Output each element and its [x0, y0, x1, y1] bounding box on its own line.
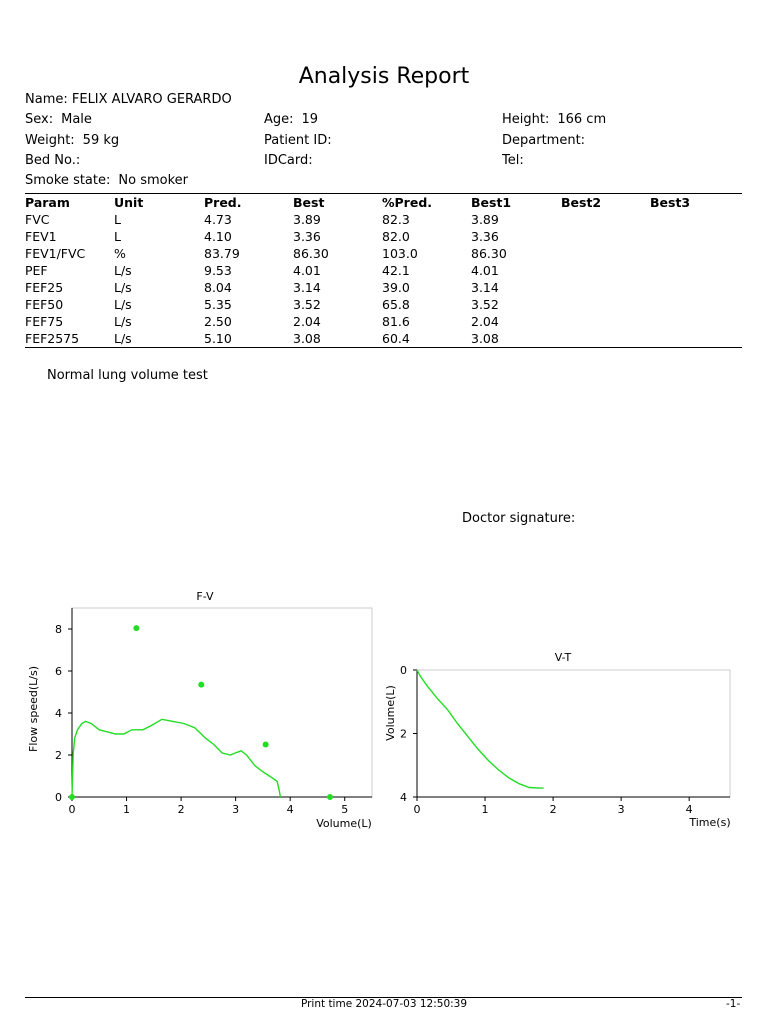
- table-row: [25, 262, 739, 279]
- bed-label: Bed No.:: [25, 153, 81, 168]
- table-cell: [561, 313, 650, 330]
- table-row: [25, 228, 739, 245]
- page-number: -1-: [726, 998, 741, 1010]
- patient-sex: [25, 112, 92, 127]
- fv-chart-title: F-V: [196, 590, 214, 603]
- vt-x-axis-label: Time(s): [689, 816, 731, 829]
- col-header: Pred.: [204, 195, 242, 210]
- table-cell: 86.30: [471, 246, 507, 261]
- table-row: [25, 330, 739, 347]
- table-cell: 81.6: [382, 314, 410, 329]
- col-header: Unit: [114, 195, 144, 210]
- table-row: [25, 245, 739, 262]
- table-cell: FVC: [25, 212, 50, 227]
- y-tick-label: 0: [400, 664, 407, 677]
- vt-plot-area: [400, 664, 730, 816]
- bed-no: [25, 153, 80, 168]
- x-tick-label: 2: [177, 803, 185, 816]
- table-cell: 39.0: [382, 280, 410, 295]
- height-value: 166 cm: [557, 112, 607, 127]
- vt-y-axis-label: Volume(L): [384, 685, 397, 741]
- table-cell: [650, 313, 739, 330]
- table-cell: 86.30: [293, 246, 329, 261]
- y-tick-label: 4: [400, 791, 407, 804]
- table-cell: 83.79: [204, 246, 240, 261]
- y-tick-label: 2: [400, 727, 407, 741]
- table-cell: L/s: [114, 280, 132, 295]
- x-tick-label: 0: [413, 803, 421, 816]
- col-header: Best3: [650, 195, 691, 210]
- age-label: Age:: [264, 112, 294, 127]
- parameters-table: [25, 194, 739, 347]
- sex-value: Male: [61, 112, 92, 127]
- patient-name: [25, 92, 232, 107]
- table-cell: 42.1: [382, 263, 410, 278]
- table-cell: [561, 211, 650, 228]
- table-cell: [561, 262, 650, 279]
- sex-label: Sex:: [25, 112, 54, 127]
- col-header: Param: [25, 195, 70, 210]
- name-value: FELIX ALVARO GERARDO: [71, 92, 232, 107]
- table-cell: 4.01: [471, 263, 499, 278]
- table-row: [25, 279, 739, 296]
- height-label: Height:: [502, 112, 550, 127]
- table-cell: [561, 279, 650, 296]
- table-cell: FEV1/FVC: [25, 246, 86, 261]
- table-cell: [561, 296, 650, 313]
- plot-frame: [72, 608, 372, 797]
- y-tick-label: 8: [55, 623, 62, 636]
- series-line: [72, 719, 280, 797]
- x-tick-label: 0: [68, 803, 76, 816]
- department-label: Department:: [502, 133, 586, 148]
- table-header-row: [25, 194, 739, 211]
- patient-id-label: Patient ID:: [264, 133, 332, 148]
- table-cell: 3.89: [293, 212, 321, 227]
- x-tick-label: 4: [286, 803, 294, 816]
- patient-age: [264, 112, 318, 127]
- y-tick-label: 4: [55, 707, 62, 720]
- tel: [502, 153, 524, 168]
- table-row: [25, 211, 739, 228]
- table-bottom-rule: [25, 347, 742, 348]
- table-cell: L/s: [114, 297, 132, 312]
- table-cell: L/s: [114, 331, 132, 346]
- table-cell: 3.14: [471, 280, 499, 295]
- table-cell: 3.89: [471, 212, 499, 227]
- table-cell: 3.08: [293, 331, 321, 346]
- table-cell: 60.4: [382, 331, 410, 346]
- table-cell: 3.52: [293, 297, 321, 312]
- col-header: %Pred.: [382, 195, 433, 210]
- table-cell: [650, 330, 739, 347]
- predicted-point: [198, 682, 204, 688]
- table-cell: [561, 228, 650, 245]
- age-value: 19: [301, 112, 319, 127]
- doctor-signature-label: Doctor signature:: [462, 511, 576, 526]
- plot-frame: [417, 670, 730, 797]
- idcard-label: IDCard:: [264, 153, 313, 168]
- table-cell: 3.52: [471, 297, 499, 312]
- table-cell: FEF50: [25, 297, 64, 312]
- fv-y-axis-label: Flow speed(L/s): [27, 666, 40, 752]
- fv-chart: [20, 585, 380, 835]
- predicted-point: [263, 742, 269, 748]
- table-cell: [650, 211, 739, 228]
- x-tick-label: 2: [549, 803, 557, 816]
- table-cell: FEF25: [25, 280, 64, 295]
- table-row: [25, 296, 739, 313]
- y-tick-label: 2: [55, 749, 62, 762]
- table-cell: 3.08: [471, 331, 499, 346]
- patient-id: [264, 133, 332, 148]
- x-tick-label: 3: [617, 803, 625, 816]
- x-tick-label: 1: [123, 803, 131, 816]
- table-cell: 82.0: [382, 229, 410, 244]
- table-cell: 2.04: [471, 314, 499, 329]
- series-line: [417, 670, 544, 788]
- table-cell: [561, 330, 650, 347]
- table-cell: 8.04: [204, 280, 232, 295]
- smoke-label: Smoke state:: [25, 173, 111, 188]
- table-cell: L: [114, 212, 121, 227]
- y-tick-label: 6: [55, 665, 62, 678]
- table-cell: FEF2575: [25, 331, 80, 346]
- predicted-point: [133, 625, 139, 631]
- table-cell: [650, 279, 739, 296]
- name-label: Name:: [25, 92, 68, 107]
- x-tick-label: 4: [685, 803, 693, 816]
- smoke-state: [25, 173, 188, 188]
- table-cell: 65.8: [382, 297, 410, 312]
- col-header: Best2: [561, 195, 602, 210]
- table-cell: [650, 228, 739, 245]
- table-cell: 3.36: [293, 229, 321, 244]
- weight-value: 59 kg: [82, 133, 120, 148]
- table-cell: L: [114, 229, 121, 244]
- table-cell: [650, 262, 739, 279]
- fv-plot-area: [55, 608, 372, 816]
- table-cell: 4.73: [204, 212, 232, 227]
- x-tick-label: 1: [481, 803, 489, 816]
- table-cell: 103.0: [382, 246, 418, 261]
- vt-chart-title: V-T: [554, 651, 572, 664]
- idcard: [264, 153, 313, 168]
- table-cell: 9.53: [204, 263, 232, 278]
- table-cell: FEV1: [25, 229, 57, 244]
- patient-height: [502, 112, 606, 127]
- table-cell: %: [114, 246, 126, 261]
- table-cell: 2.04: [293, 314, 321, 329]
- table-cell: [561, 245, 650, 262]
- fv-x-axis-label: Volume(L): [316, 817, 372, 830]
- col-header: Best1: [471, 195, 512, 210]
- predicted-point: [69, 794, 75, 800]
- table-cell: L/s: [114, 314, 132, 329]
- report-title: Analysis Report: [298, 64, 470, 89]
- y-tick-label: 0: [55, 791, 62, 804]
- table-cell: [650, 245, 739, 262]
- x-tick-label: 3: [232, 803, 240, 816]
- table-cell: 4.10: [204, 229, 232, 244]
- col-header: Best: [293, 195, 325, 210]
- smoke-value: No smoker: [118, 173, 188, 188]
- table-cell: 3.14: [293, 280, 321, 295]
- table-cell: 5.35: [204, 297, 232, 312]
- x-tick-label: 5: [341, 803, 349, 816]
- table-cell: PEF: [25, 263, 48, 278]
- table-cell: [650, 296, 739, 313]
- table-cell: L/s: [114, 263, 132, 278]
- table-cell: 5.10: [204, 331, 232, 346]
- table-cell: 2.50: [204, 314, 232, 329]
- weight-label: Weight:: [25, 133, 75, 148]
- table-cell: 4.01: [293, 263, 321, 278]
- conclusion-text: Normal lung volume test: [47, 368, 208, 383]
- table-cell: FEF75: [25, 314, 64, 329]
- vt-chart: [380, 605, 740, 835]
- table-row: [25, 313, 739, 330]
- table-cell: 82.3: [382, 212, 410, 227]
- tel-label: Tel:: [502, 153, 524, 168]
- print-time: Print time 2024-07-03 12:50:39: [300, 998, 468, 1010]
- department: [502, 133, 585, 148]
- patient-weight: [25, 133, 119, 148]
- predicted-point: [327, 794, 333, 800]
- table-cell: 3.36: [471, 229, 499, 244]
